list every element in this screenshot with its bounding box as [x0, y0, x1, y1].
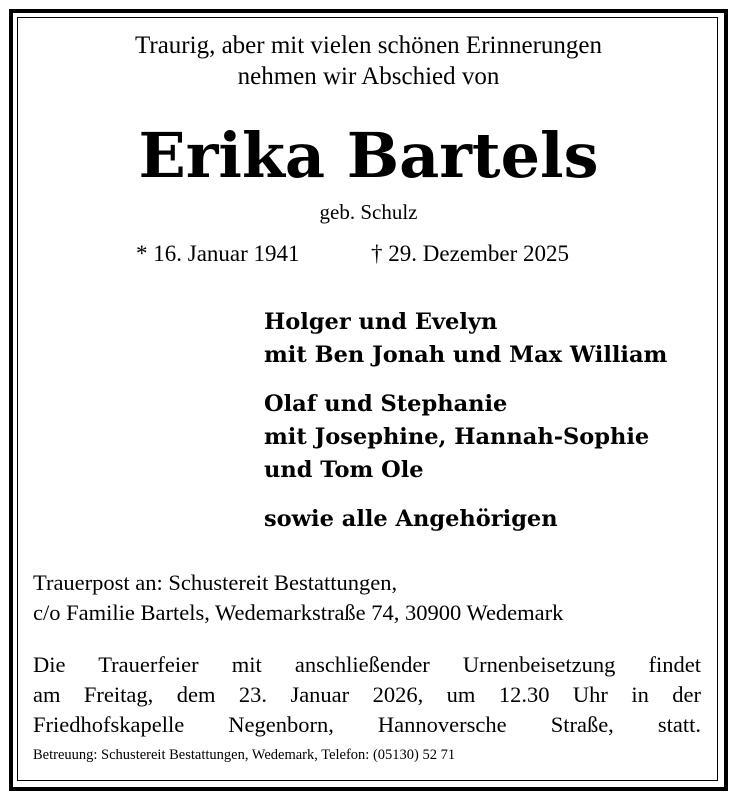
funeral-home-note: Betreuung: Schustereit Bestattungen, Wedemark, Telefon: (05130) 52 71 — [33, 747, 456, 763]
birth-date: * 16. Januar 1941 — [136, 241, 300, 266]
mail-address — [33, 568, 563, 628]
family-line: mit Ben Jonah und Max William — [264, 342, 668, 368]
family-group — [264, 388, 667, 487]
family-line: und Tom Ole — [264, 457, 424, 483]
family-line: Holger und Evelyn — [264, 309, 498, 335]
deceased-name: Erika Bartels — [138, 119, 599, 192]
family-line: mit Josephine, Hannah-Sophie — [264, 424, 650, 450]
family-line: Olaf und Stephanie — [264, 391, 508, 417]
death-date: † 29. Dezember 2025 — [371, 241, 569, 266]
family-list — [264, 306, 667, 552]
maiden-name: geb. Schulz — [319, 200, 418, 224]
ceremony-line: am Freitag, dem 23. Januar 2026, um 12.30 Uhr in der — [33, 682, 701, 707]
mail-line: c/o Familie Bartels, Wedemarkstraße 74, 30900 Wedemark — [33, 600, 564, 625]
ceremony-text — [33, 650, 701, 740]
family-group — [264, 503, 667, 536]
intro-line: nehmen wir Abschied von — [237, 63, 500, 90]
family-group — [264, 306, 667, 372]
intro-text — [0, 30, 737, 92]
ceremony-line: Die Trauerfeier mit anschließender Urnenbeisetzung findet — [33, 652, 701, 677]
ceremony-line: Friedhofskapelle Negenborn, Hannoversche Straße, statt. — [33, 712, 701, 737]
mail-line: Trauerpost an: Schustereit Bestattungen, — [33, 570, 398, 595]
family-line: sowie alle Angehörigen — [264, 506, 558, 532]
intro-line: Traurig, aber mit vielen schönen Erinnerungen — [134, 32, 602, 59]
